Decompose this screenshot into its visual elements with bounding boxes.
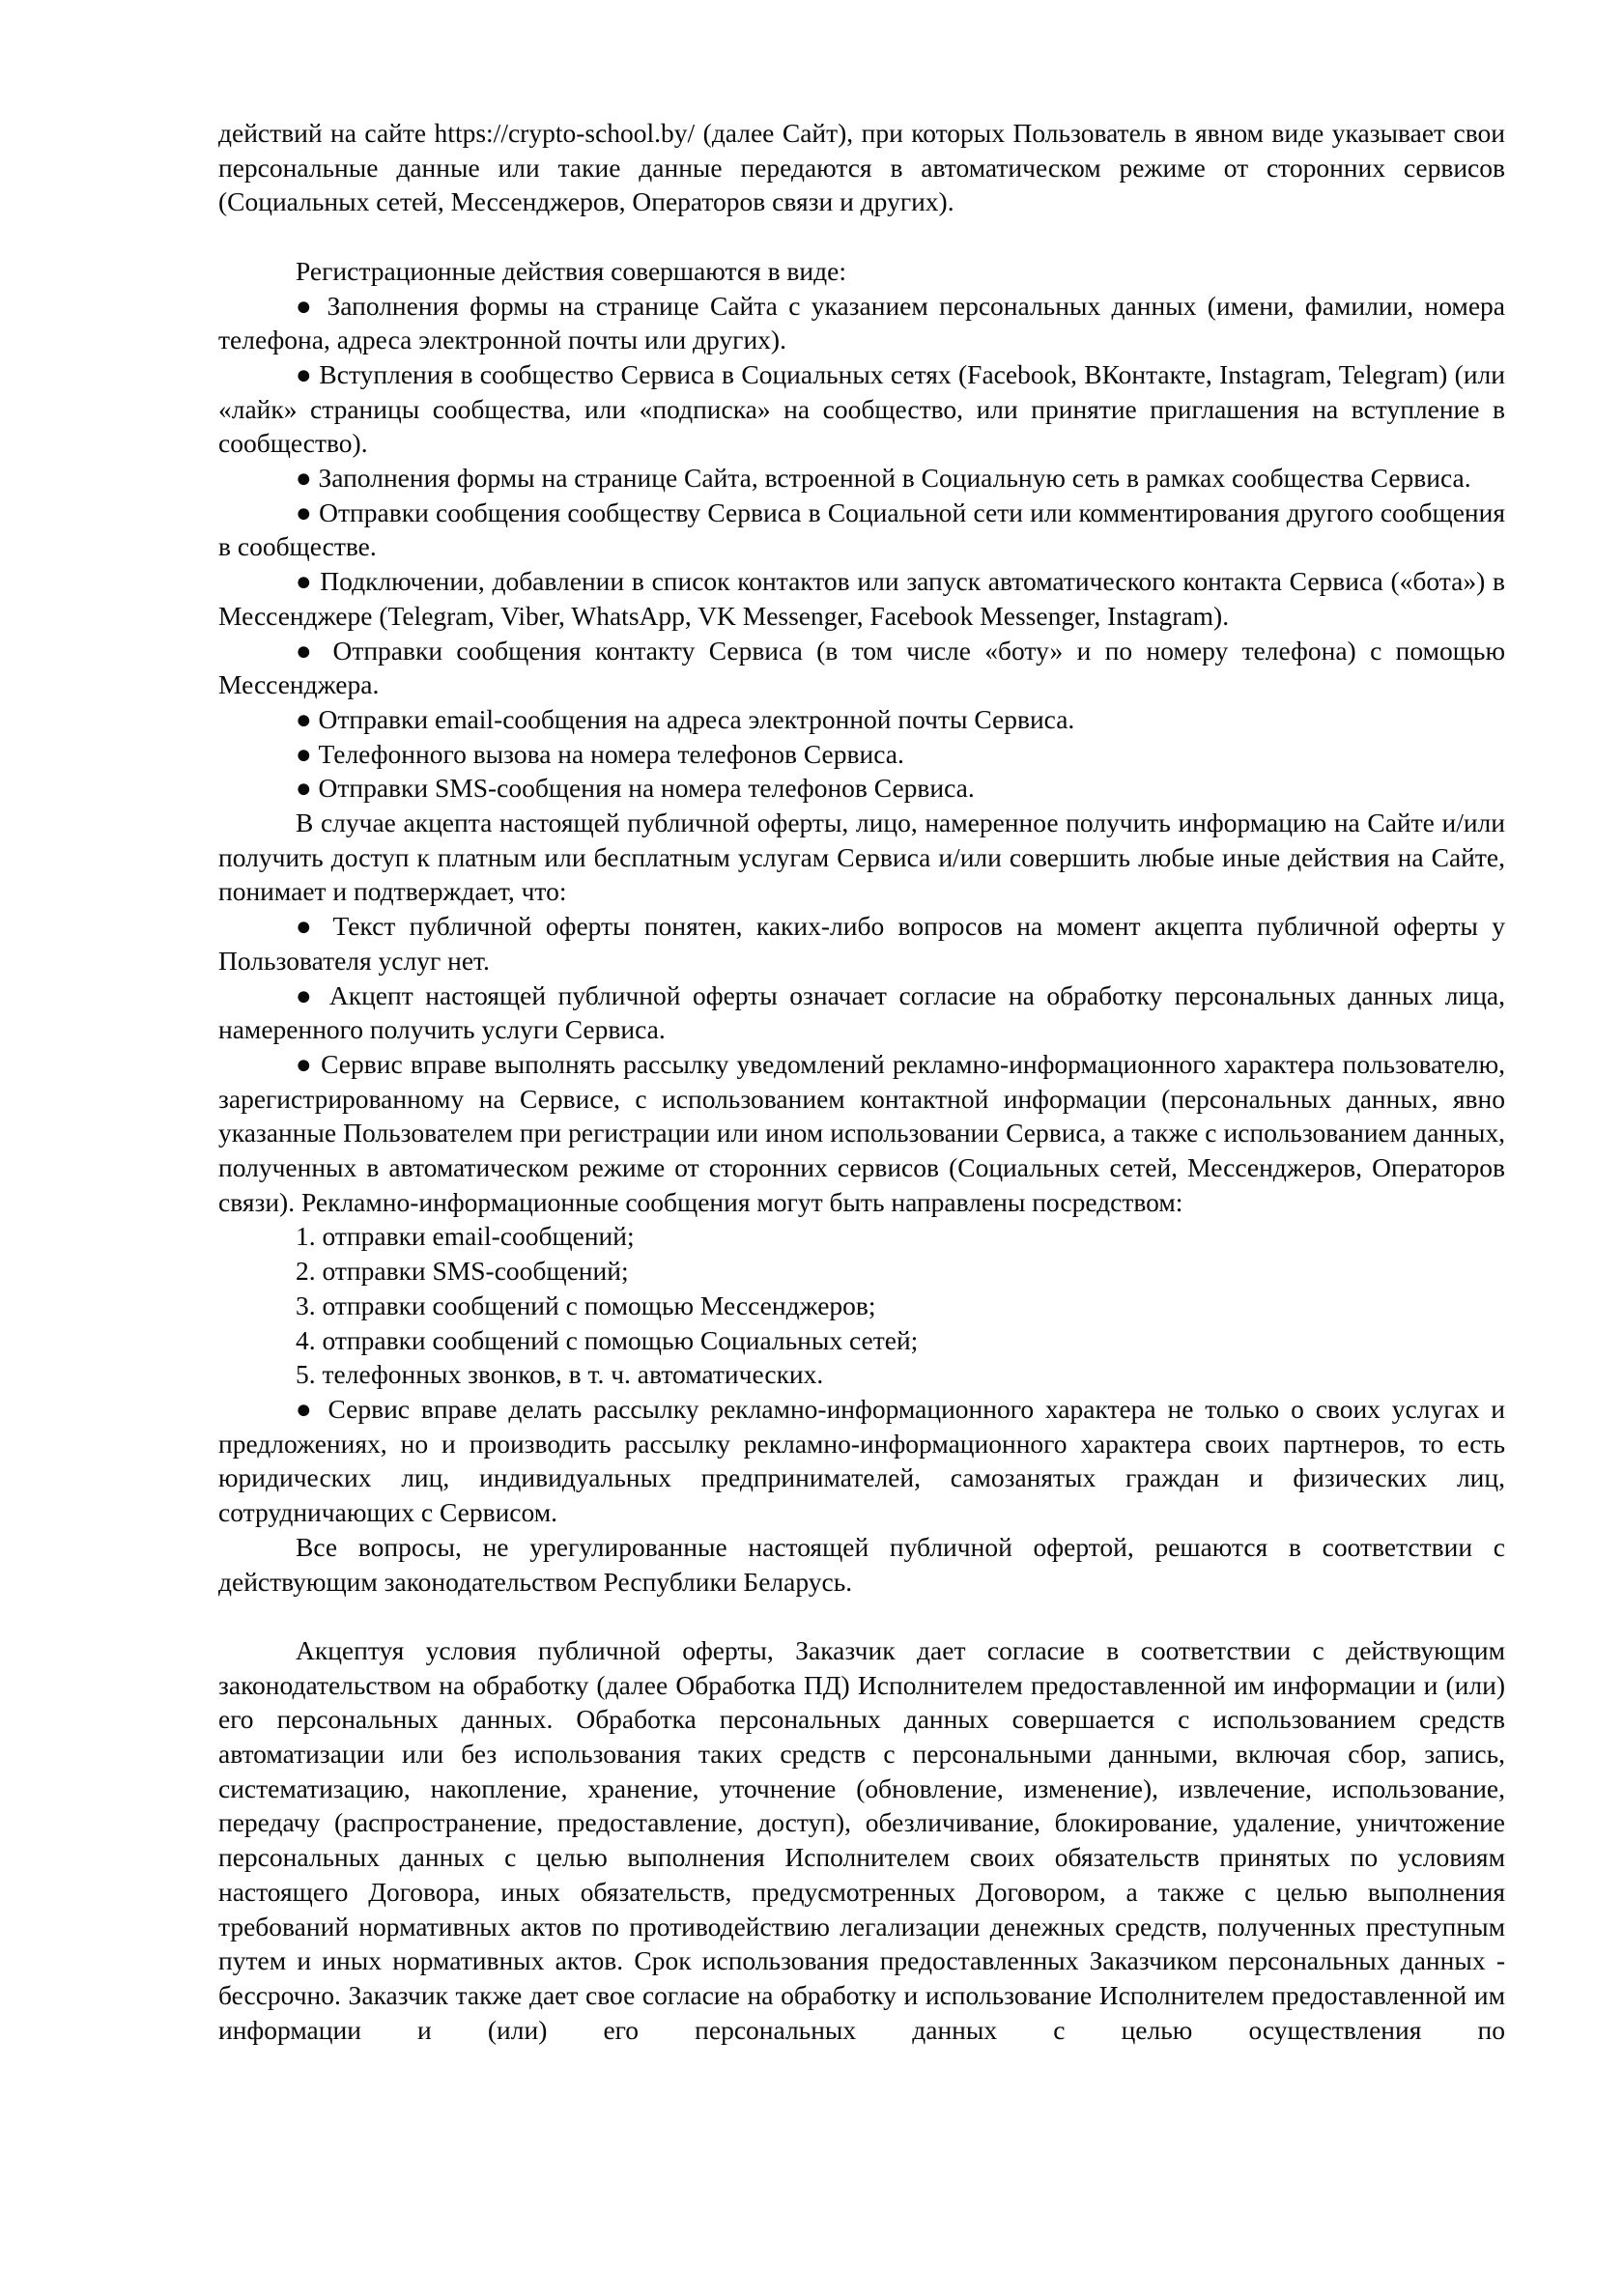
registration-item xyxy=(218,461,1505,496)
channel-list-item: 1. отправки email-сообщений; xyxy=(296,1221,635,1252)
consent-paragraph: Акцептуя условия публичной оферты, Заказчик дает согласие в соответствии с действующим законодательством на обработку (далее Обработка ПД) Исполнителем предоставленной им информации и (или) его персональных данных. Обработка персональных данных совершается с использованием средств автоматизации или без использования таких средств с персональными данными, включая сбор, запись, систематизацию, накопление, хранение, уточнение (обновление, изменение), извлечение, использование, передачу (распространение, предоставление, доступ), обезличивание, блокирование, удаление, уничтожение персональных данных с целью выполнения Исполнителем своих обязательств принятых по условиям настоящего Договора, иных обязательств, предусмотренных Договором, а также с целью выполнения требований нормативных актов по противодействию легализации денежных средств, полученных преступным путем и иных нормативных актов. Срок использования предоставленных Заказчиком персональных данных - бессрочно. Заказчик также дает свое согласие на обработку и использование Исполнителем предоставленной им информации и (или) его персональных данных с целью осуществления по xyxy=(218,1634,1505,2045)
registration-item-text: Отправки сообщения контакту Сервиса (в том числе «боту» и по номеру телефона) с помощью Мессенджера. xyxy=(218,635,1505,700)
bullet-icon: ● xyxy=(296,1048,313,1079)
bullet-icon: ● xyxy=(296,979,318,1010)
acceptance-item xyxy=(218,1047,1505,1220)
acceptance-item-text: Текст публичной оферты понятен, каких-либо вопросов на момент акцепта публичной оферты у Пользователя услуг нет. xyxy=(218,911,1505,976)
bullet-icon: ● xyxy=(296,703,312,734)
registration-item-text: Отправки SMS-сообщения на номера телефонов Сервиса. xyxy=(318,773,975,804)
channel-list-item: 2. отправки SMS-сообщений; xyxy=(296,1256,629,1287)
acceptance-item-text: Акцепт настоящей публичной оферты означает согласие на обработку персональных данных лица, намеренного получить услуги Сервиса. xyxy=(218,979,1505,1045)
registration-item-text: Заполнения формы на странице Сайта, встроенной в Социальную сеть в рамках сообщества Сервиса. xyxy=(318,463,1471,494)
partners-item-text: Сервис вправе делать рассылку рекламно-информационного характера не только о своих услугах и предложениях, но и производить рассылку рекламно-информационного характера своих партнеров, то есть юридических лиц, индивидуальных предпринимателей, самозанятых граждан и физических лиц, сотрудничающих с Сервисом. xyxy=(218,1394,1505,1528)
bullet-icon: ● xyxy=(296,773,312,804)
bullet-icon: ● xyxy=(296,290,317,321)
acceptance-paragraph: В случае акцепта настоящей публичной оферты, лицо, намеренное получить информацию на Сайте и/или получить доступ к платным или бесплатным услугам Сервиса и/или совершить любые иные действия на Сайте, понимает и подтверждает, что: xyxy=(218,808,1505,907)
registration-item-text: Отправки email-сообщения на адреса электронной почты Сервиса. xyxy=(318,703,1075,734)
registration-item xyxy=(218,737,1505,772)
channel-list-item: 4. отправки сообщений с помощью Социальных сетей; xyxy=(296,1324,919,1355)
registration-item xyxy=(218,496,1505,564)
registration-item xyxy=(218,634,1505,702)
intro-paragraph: действий на сайте https://crypto-school.by/ (далее Сайт), при которых Пользователь в явном виде указывает свои персональные данные или такие данные передаются в автоматическом режиме от сторонних сервисов (Социальных сетей, Мессенджеров, Операторов связи и других). xyxy=(218,118,1505,217)
registration-item xyxy=(218,357,1505,461)
bullet-icon: ● xyxy=(296,463,312,494)
registration-item xyxy=(218,702,1505,737)
bullet-icon: ● xyxy=(296,496,312,527)
blank-line xyxy=(218,219,1505,254)
bullet-icon: ● xyxy=(296,358,313,389)
registration-heading: Регистрационные действия совершаются в виде: xyxy=(296,255,846,286)
registration-item-text: Телефонного вызова на номера телефонов Сервиса. xyxy=(318,738,904,769)
registration-item xyxy=(218,289,1505,357)
bullet-icon: ● xyxy=(296,635,320,666)
registration-item-text: Вступления в сообщество Сервиса в Социальных сетях (Facebook, ВКонтакте, Instagram, Telegram) (или «лайк» страницы сообщества, или «подписка» на сообщество, или принятие приглашения на вступление в сообщество). xyxy=(218,358,1505,459)
registration-item-text: Заполнения формы на странице Сайта с указанием персональных данных (имени, фамилии, номера телефона, адреса электронной почты или других). xyxy=(218,290,1505,355)
bullet-icon: ● xyxy=(296,566,313,597)
acceptance-item-text: Сервис вправе выполнять рассылку уведомлений рекламно-информационного характера пользователю, зарегистрированному на Сервисе, с использованием контактной информации (персональных данных, явно указанные Пользователем при регистрации или ином использовании Сервиса, а также с использованием данных, полученных в автоматическом режиме от сторонних сервисов (Социальных сетей, Мессенджеров, Операторов связи). Рекламно-информационные сообщения могут быть направлены посредством: xyxy=(218,1048,1505,1217)
registration-item-text: Подключении, добавлении в список контактов или запуск автоматического контакта Сервиса («бота») в Мессенджере (Telegram, Viber, WhatsApp, VK Messenger, Facebook Messenger, Instagram). xyxy=(218,566,1505,631)
law-paragraph: Все вопросы, не урегулированные настоящей публичной офертой, решаются в соответствии с действующим законодательством Республики Беларусь. xyxy=(218,1531,1505,1597)
acceptance-item xyxy=(218,909,1505,978)
bullet-icon: ● xyxy=(296,1394,317,1424)
channel-list-item: 3. отправки сообщений с помощью Мессенджеров; xyxy=(296,1290,876,1320)
registration-item-text: Отправки сообщения сообществу Сервиса в Социальной сети или комментирования другого сообщения в сообществе. xyxy=(218,496,1505,562)
bullet-icon: ● xyxy=(296,911,320,942)
blank-line xyxy=(218,1599,1505,1633)
channel-list-item: 5. телефонных звонков, в т. ч. автоматических. xyxy=(296,1359,824,1390)
partners-item xyxy=(218,1392,1505,1530)
registration-item xyxy=(218,771,1505,806)
bullet-icon: ● xyxy=(296,738,312,769)
registration-item xyxy=(218,564,1505,633)
document-page xyxy=(218,116,1505,2047)
acceptance-item xyxy=(218,978,1505,1047)
